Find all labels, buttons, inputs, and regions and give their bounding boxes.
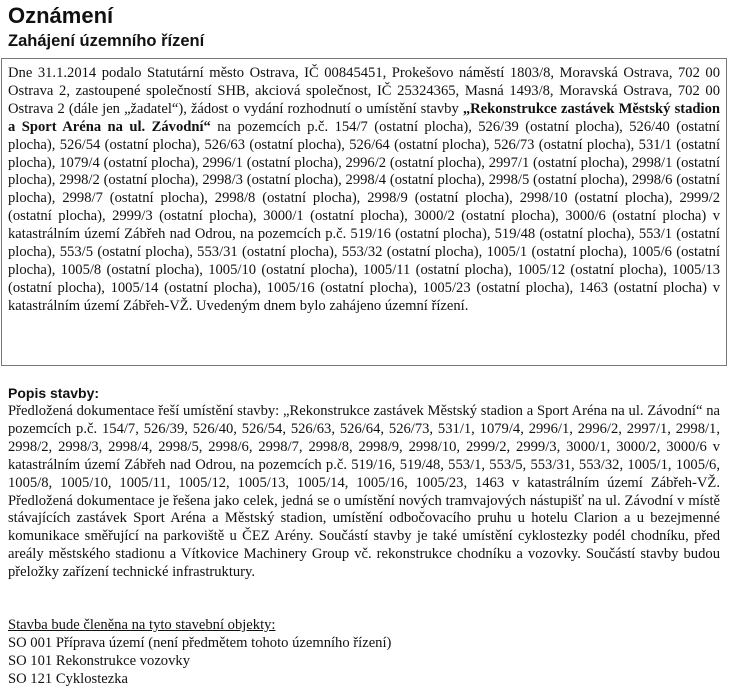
list-item: SO 101 Rekonstrukce vozovky [8, 652, 190, 669]
page-subtitle: Zahájení územního řízení [8, 32, 205, 50]
project-name: „Rekonstrukce zastávek Městský stadion a Sport Aréna na ul. Závodní“ [8, 100, 720, 135]
objects-heading: Stavba bude členěna na tyto stavební objekty: [8, 617, 276, 633]
description-heading: Popis stavby: [8, 385, 100, 401]
list-item: SO 001 Příprava území (není předmětem tohoto územního řízení) [8, 634, 392, 651]
notice-paragraph [8, 65, 720, 316]
notice-intro: Dne 31.1.2014 podalo Statutární město Ostrava, IČ 00845451, Prokešovo náměstí 1803/8, Moravská Ostrava, 702 00 Ostrava 2, zastoupené společností SHB, akciová společnost, IČ 25324365, Masná 1493/8, Moravská Ostrava, 702 00 Ostrava 2 (dále jen „žadatel“), žádost o vydání rozhodnutí o umístění stavby [8, 65, 720, 117]
list-item: SO 121 Cyklostezka [8, 670, 128, 687]
description-paragraph: Předložená dokumentace řeší umístění stavby: „Rekonstrukce zastávek Městský stadion a Sport Aréna na ul. Závodní“ na pozemcích p.č. 154/7, 526/39, 526/40, 526/54, 526/63, 526/64, 526/73, 531/1, 1079/4, 2996/1, 2996/2, 2997/1, 2998/1, 2998/2, 2998/3, 2998/4, 2998/5, 2998/6, 2998/7, 2998/8, 2998/9, 2998/10, 2999/2, 2999/3, 3000/1, 3000/2, 3000/6 v katastrálním území Zábřeh nad Odrou, na pozemcích p.č. 519/16, 519/48, 553/1, 553/5, 553/31, 553/32, 1005/1, 1005/6, 1005/8, 1005/10, 1005/11, 1005/12, 1005/13, 1005/14, 1005/16, 1005/23, 1463 v katastrálním území Zábřeh-VŽ. Předložená dokumentace je řešena jako celek, jedná se o umístění nových tramvajových nástupišť na ul. Závodní v místě stávajících zastávek Sport Aréna a Městský stadion, umístění odbočovacího pruhu u hotelu Clarion a u bezejmenné komunikace směřující na parkoviště u ČEZ Arény. Součástí stavby je také umístění cyklostezky podél chodníku, před areály městského stadionu a Vítkovice Machinery Group vč. rekonstrukce chodníku a vozovky. Součástí stavby budou přeložky zařízení technické infrastruktury. [8, 403, 720, 581]
page-title: Oznámení [8, 3, 114, 28]
objects-list [8, 617, 720, 689]
notice-parcels: na pozemcích p.č. 154/7 (ostatní plocha), 526/39 (ostatní plocha), 526/40 (ostatní plocha), 526/54 (ostatní plocha), 526/63 (ostatní plocha), 526/64 (ostatní plocha), 526/73 (ostatní plocha), 531/1 (ostatní plocha), 1079/4 (ostatní plocha), 2996/1 (ostatní plocha), 2996/2 (ostatní plocha), 2997/1 (ostatní plocha), 2998/1 (ostatní plocha), 2998/2 (ostatní plocha), 2998/3 (ostatní plocha), 2998/4 (ostatní plocha), 2998/5 (ostatní plocha), 2998/6 (ostatní plocha), 2998/7 (ostatní plocha), 2998/8 (ostatní plocha), 2998/9 (ostatní plocha), 2998/10 (ostatní plocha), 2999/2 (ostatní plocha), 2999/3 (ostatní plocha), 3000/1 (ostatní plocha), 3000/2 (ostatní plocha), 3000/6 (ostatní plocha) v katastrálním území Zábřeh nad Odrou, na pozemcích p.č. 519/16 (ostatní plocha), 519/48 (ostatní plocha), 553/1 (ostatní plocha), 553/5 (ostatní plocha), 553/31 (ostatní plocha), 553/32 (ostatní plocha), 1005/1 (ostatní plocha), 1005/6 (ostatní plocha), 1005/8 (ostatní plocha), 1005/10 (ostatní plocha), 1005/11 (ostatní plocha), 1005/12 (ostatní plocha), 1005/13 (ostatní plocha), 1005/14 (ostatní plocha), 1005/16 (ostatní plocha), 1005/23 (ostatní plocha), 1463 (ostatní plocha) v katastrálním území Zábřeh-VŽ. Uvedeným dnem bylo zahájeno územní řízení. [8, 118, 720, 314]
